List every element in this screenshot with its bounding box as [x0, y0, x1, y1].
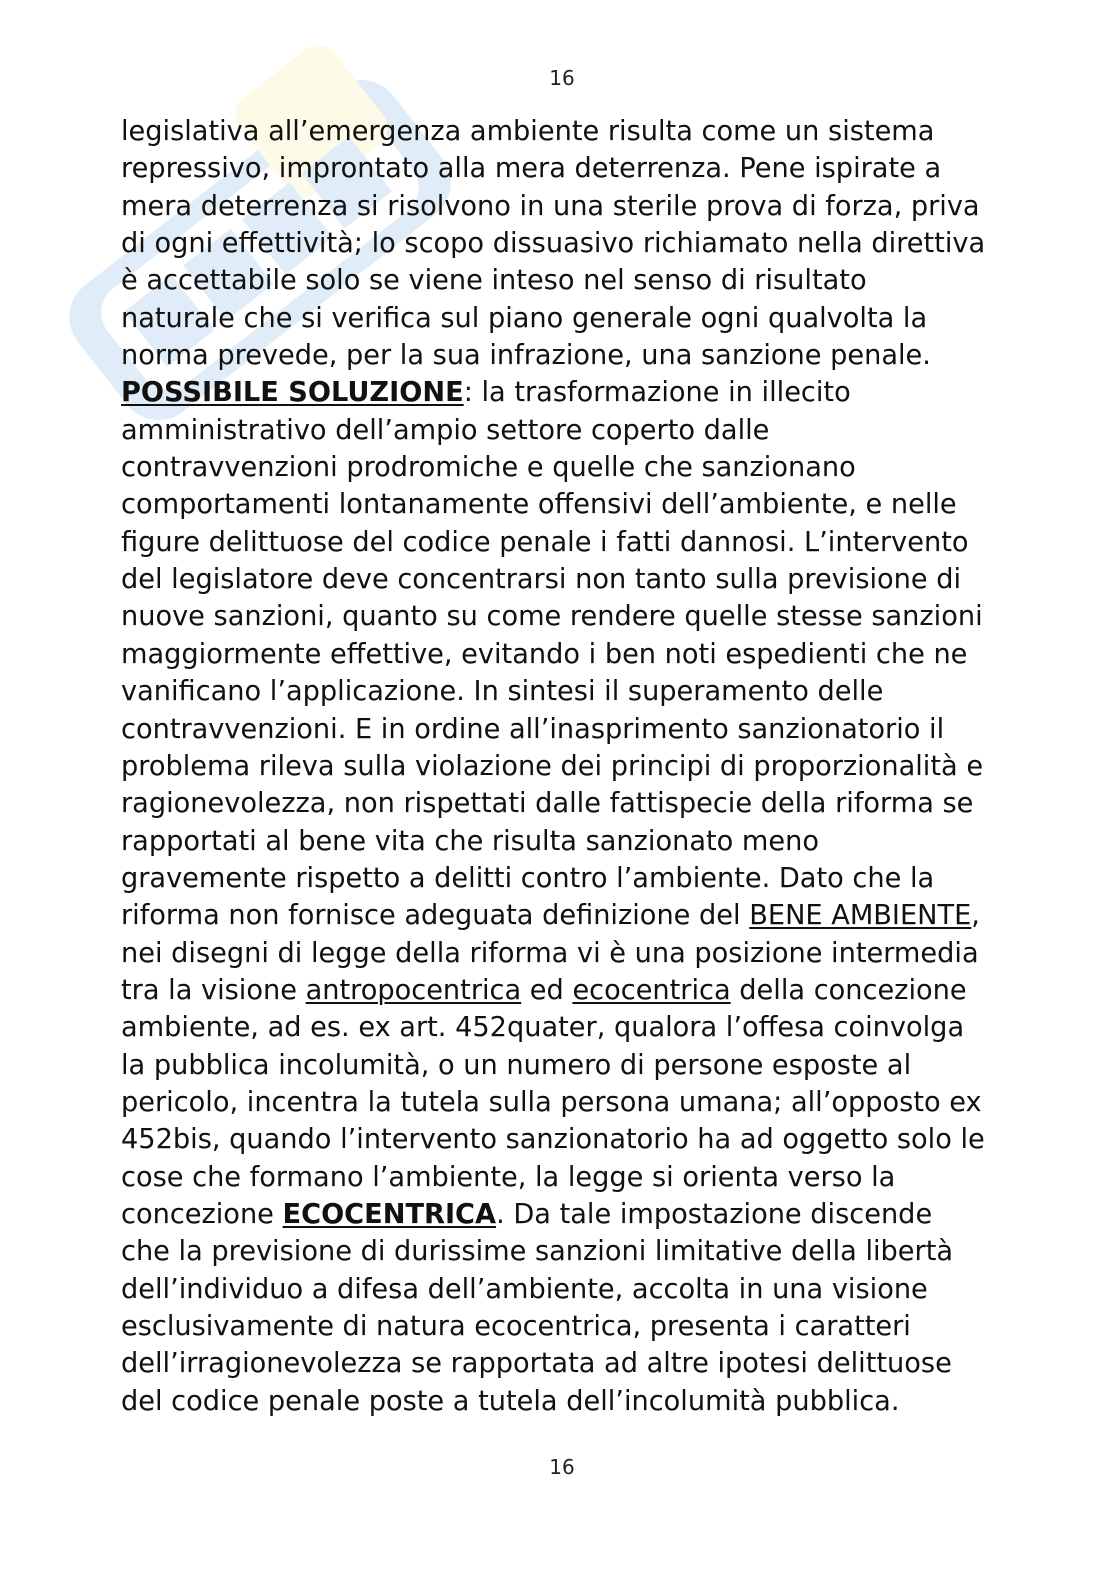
text-line: è accettabile solo se viene inteso nel senso di risultato [121, 265, 867, 297]
text-line: contravvenzioni. E in ordine all’inasprimento sanzionatorio il [121, 713, 945, 745]
term-ecocentrica-bold: ECOCENTRICA [282, 1198, 497, 1230]
text-line: esclusivamente di natura ecocentrica, presenta i caratteri [121, 1311, 911, 1342]
text-fragment: : la trasformazione in illecito [463, 377, 851, 409]
term-ecocentrica: ecocentrica [572, 974, 731, 1006]
text-line: pericolo, incentra la tutela sulla persona umana; all’opposto ex [121, 1086, 982, 1118]
text-fragment: concezione [121, 1198, 283, 1230]
term-antropocentrica: antropocentrica [305, 974, 522, 1006]
text-line: nuove sanzioni, quanto su come rendere quelle stesse sanzioni [121, 601, 983, 633]
text-line [121, 972, 1081, 1009]
text-line: contravvenzioni prodromiche e quelle che sanzionano [121, 452, 856, 484]
text-fragment: , [971, 900, 980, 932]
text-line: figure delittuose del codice penale i fatti dannosi. L’intervento [121, 526, 969, 558]
text-line: vanificano l’applicazione. In sintesi il superamento delle [121, 676, 884, 708]
text-fragment: riforma non fornisce adeguata definizione del [121, 900, 750, 932]
text-line: che la previsione di durissime sanzioni limitative della libertà [121, 1236, 954, 1268]
text-line: del codice penale poste a tutela dell’incolumità pubblica. [121, 1385, 900, 1417]
text-line [121, 374, 1081, 411]
text-fragment: . Da tale impostazione discende [496, 1198, 933, 1230]
text-line: nei disegni di legge della riforma vi è una posizione intermedia [121, 937, 979, 969]
text-line: comportamenti lontanamente offensivi dell’ambiente, e nelle [121, 489, 957, 521]
term-bene-ambiente: BENE AMBIENTE [749, 900, 972, 932]
text-line: 452bis, quando l’intervento sanzionatorio ha ad oggetto solo le [121, 1124, 985, 1156]
text-line: legislativa all’emergenza ambiente risulta come un sistema [121, 116, 935, 147]
page-number-bottom: 16 [549, 1455, 575, 1479]
heading-possibile-soluzione: POSSIBILE SOLUZIONE [121, 377, 464, 409]
text-line: dell’irragionevolezza se rapportata ad altre ipotesi delittuose [121, 1348, 952, 1380]
text-line: maggiormente effettive, evitando i ben noti espedienti che ne [121, 638, 968, 670]
text-line [121, 897, 1081, 934]
page-number-top: 16 [549, 66, 575, 90]
text-line: problema rileva sulla violazione dei principi di proporzionalità e [121, 750, 984, 782]
text-line: gravemente rispetto a delitti contro l’ambiente. Dato che la [121, 862, 935, 894]
text-fragment: tra la visione [121, 974, 306, 1006]
text-line [121, 1196, 1081, 1233]
text-line: repressivo, improntato alla mera deterrenza. Pene ispirate a [121, 153, 942, 185]
text-line: naturale che si verifica sul piano generale ogni qualvolta la [121, 302, 928, 334]
text-fragment: ed [521, 974, 573, 1006]
text-line: di ogni effettività; lo scopo dissuasivo richiamato nella direttiva [121, 228, 986, 260]
text-line: norma prevede, per la sua infrazione, una sanzione penale. [121, 340, 931, 372]
text-line: ambiente, ad es. ex art. 452quater, qualora l’offesa coinvolga [121, 1012, 965, 1044]
text-fragment: della concezione [730, 974, 967, 1006]
text-line: mera deterrenza si risolvono in una sterile prova di forza, priva [121, 190, 980, 222]
text-line: del legislatore deve concentrarsi non tanto sulla previsione di [121, 564, 962, 596]
text-line: rapportati al bene vita che risulta sanzionato meno [121, 825, 819, 857]
text-line: ragionevolezza, non rispettati dalle fattispecie della riforma se [121, 788, 974, 820]
text-line: dell’individuo a difesa dell’ambiente, accolta in una visione [121, 1273, 928, 1305]
text-line: amministrativo dell’ampio settore coperto dalle [121, 414, 770, 446]
text-line: cose che formano l’ambiente, la legge si orienta verso la [121, 1161, 896, 1193]
text-line: la pubblica incolumità, o un numero di persone esposte al [121, 1049, 912, 1081]
body-paragraph [121, 113, 1081, 1420]
